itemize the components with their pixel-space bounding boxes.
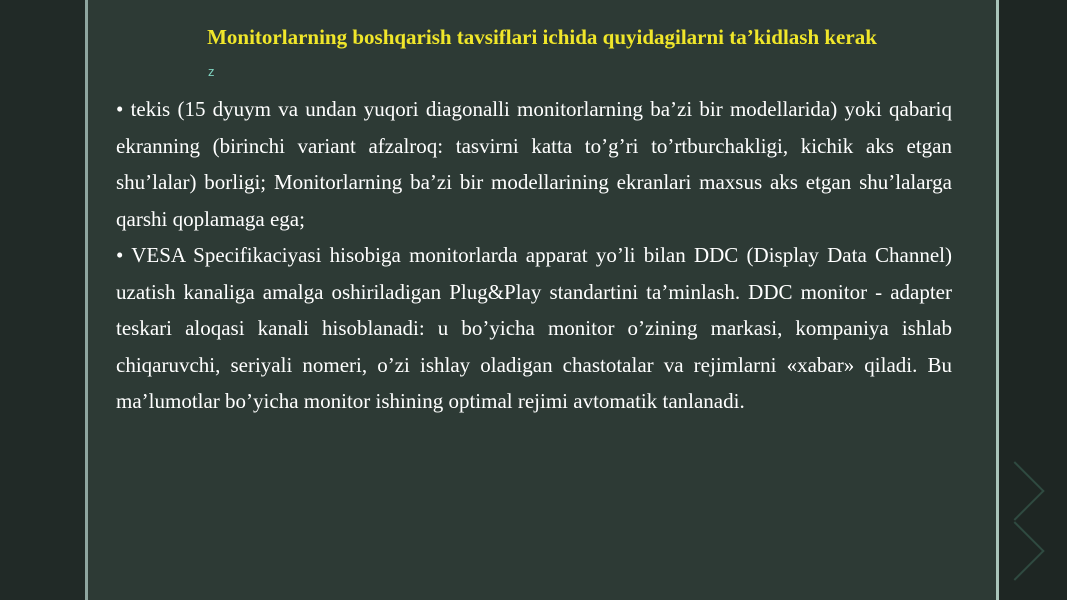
left-margin-band	[0, 0, 85, 600]
slide-body	[116, 91, 952, 420]
bullet-paragraph-1: • tekis (15 dyuym va undan yuqori diagonalli monitorlarning ba’zi bir modellarida) yoki qabariq ekranning (birinchi variant afzalroq: tasvirni katta to’g’ri to’rtburchakligi, kichik aks etgan shu’lalar) borligi; Monitorlarning ba’zi bir modellarining ekranlari maxsus aks etgan shu’lalarga qarshi qoplamaga ega;	[116, 97, 952, 231]
right-margin-band	[999, 0, 1067, 600]
bullet-paragraph-2: • VESA Specifikaciyasi hisobiga monitorlarda apparat yo’li bilan DDC (Display Data Channel) uzatish kanaliga amalga oshiriladigan Plug&Play standartini ta’minlash. DDC monitor - adapter teskari aloqasi kanali hisoblanadi: u bo’yicha monitor o’zining markasi, kompaniya ishlab chiqaruvchi, seriyali nomeri, o’zi ishlay oladigan chastotalar va rejimlarni «xabar» qiladi. Bu ma’lumotlar bo’yicha monitor ishining optimal rejimi avtomatik tanlanadi.	[116, 243, 952, 413]
decor-letter: z	[208, 64, 215, 79]
slide-title: Monitorlarning boshqarish tavsiflari ichida quyidagilarni ta’kidlash kerak	[207, 25, 877, 49]
